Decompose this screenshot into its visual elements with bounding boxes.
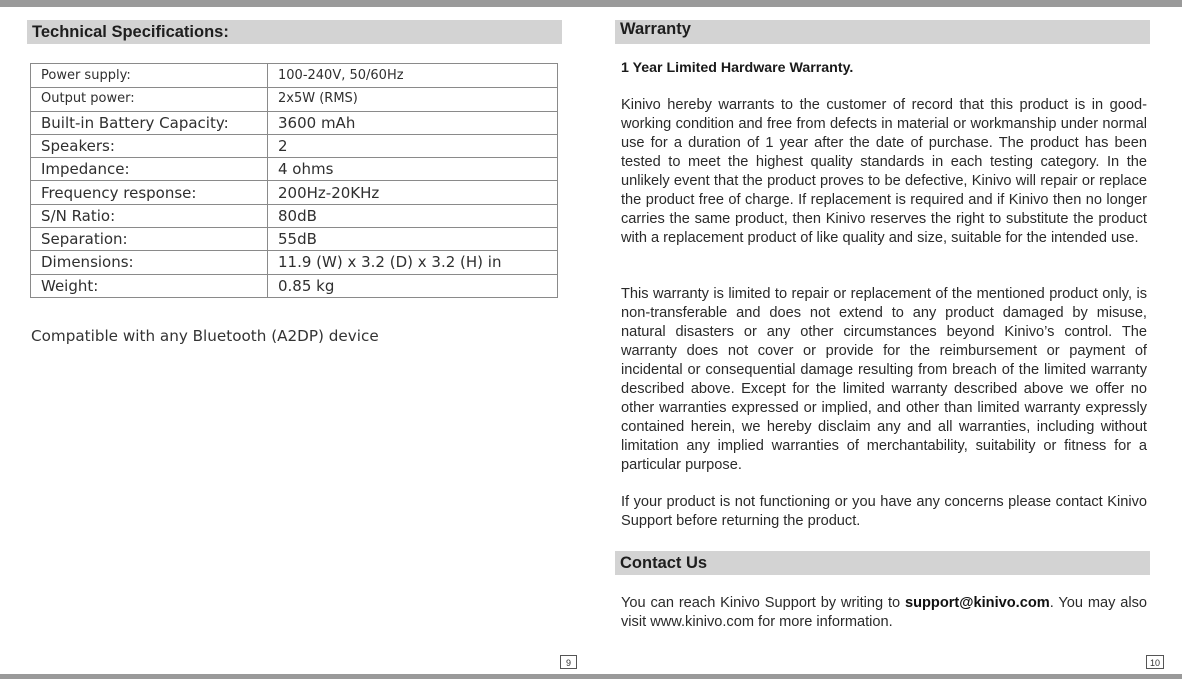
spec-label: Dimensions: (31, 251, 268, 274)
contact-paragraph (621, 594, 1147, 632)
spec-value: 3600 mAh (268, 111, 558, 134)
contact-section-header: Contact Us (615, 551, 1150, 575)
spec-label: Weight: (31, 274, 268, 297)
warranty-paragraph: Kinivo hereby warrants to the customer of record that this product is in good-working condition and free from defects in material or workmanship under normal use for a duration of 1 year after the date of purchase. The product has been tested to meet the highest quality standards in each testing category. In the unlikely event that the product proves to be defective, Kinivo will repair or replace the product free of charge. If replacement is required and if Kinivo then no longer carries the same product, then Kinivo reserves the right to substitute the product with a replacement product of like quality and size, suitable for the intended use. (621, 97, 1147, 246)
table-row (31, 204, 558, 227)
warranty-paragraph: This warranty is limited to repair or replacement of the mentioned product only, is non-transferable and does not extend to any product damaged by misuse, natural disasters or any other circumstances beyond Kinivo’s control. The warranty does not cover or provide for the reimbursement or payment of incidental or consequential damage resulting from breach of the limited warranty described above. Except for the limited warranty described above we offer no other warranties expressed or implied, and other than limited warranty expressly contained herein, we hereby disclaim any and all warranties, including without limitation any implied warranties of merchantability, suitability or fitness for a particular purpose. (621, 286, 1147, 473)
spec-label: Output power: (31, 88, 268, 112)
spec-label: S/N Ratio: (31, 204, 268, 227)
table-row (31, 88, 558, 112)
warranty-section-header: Warranty (615, 20, 1150, 44)
table-row (31, 251, 558, 274)
table-row (31, 274, 558, 297)
spec-value: 4 ohms (268, 158, 558, 181)
warranty-paragraph: If your product is not functioning or you have any concerns please contact Kinivo Support before returning the product. (621, 494, 1147, 529)
spec-value: 80dB (268, 204, 558, 227)
spec-value: 55dB (268, 227, 558, 250)
warranty-title: 1 Year Limited Hardware Warranty. (621, 60, 854, 76)
spec-label: Power supply: (31, 64, 268, 88)
spec-value: 100-240V, 50/60Hz (268, 64, 558, 88)
bottom-border-bar (0, 674, 1182, 679)
spec-value: 0.85 kg (268, 274, 558, 297)
spec-label: Speakers: (31, 134, 268, 157)
table-row (31, 227, 558, 250)
table-row (31, 158, 558, 181)
contact-text-before: You can reach Kinivo Support by writing to (621, 595, 905, 611)
table-row (31, 64, 558, 88)
spec-value: 11.9 (W) x 3.2 (D) x 3.2 (H) in (268, 251, 558, 274)
contact-text-after: . You may also visit www.kinivo.com for more information. (621, 595, 1147, 630)
top-border-bar (0, 0, 1182, 7)
specs-table (30, 63, 558, 298)
page-number-left: 9 (560, 655, 577, 669)
spec-label: Built-in Battery Capacity: (31, 111, 268, 134)
spec-value: 2x5W (RMS) (268, 88, 558, 112)
table-row (31, 134, 558, 157)
spec-label: Frequency response: (31, 181, 268, 204)
specs-section-header: Technical Specifications: (27, 20, 562, 44)
spec-value: 2 (268, 134, 558, 157)
spec-value: 200Hz-20KHz (268, 181, 558, 204)
table-row (31, 111, 558, 134)
table-row (31, 181, 558, 204)
spec-label: Separation: (31, 227, 268, 250)
support-email: support@kinivo.com (904, 595, 1050, 611)
page-number-right: 10 (1146, 655, 1164, 669)
spec-label: Impedance: (31, 158, 268, 181)
compatibility-note: Compatible with any Bluetooth (A2DP) device (31, 327, 379, 345)
